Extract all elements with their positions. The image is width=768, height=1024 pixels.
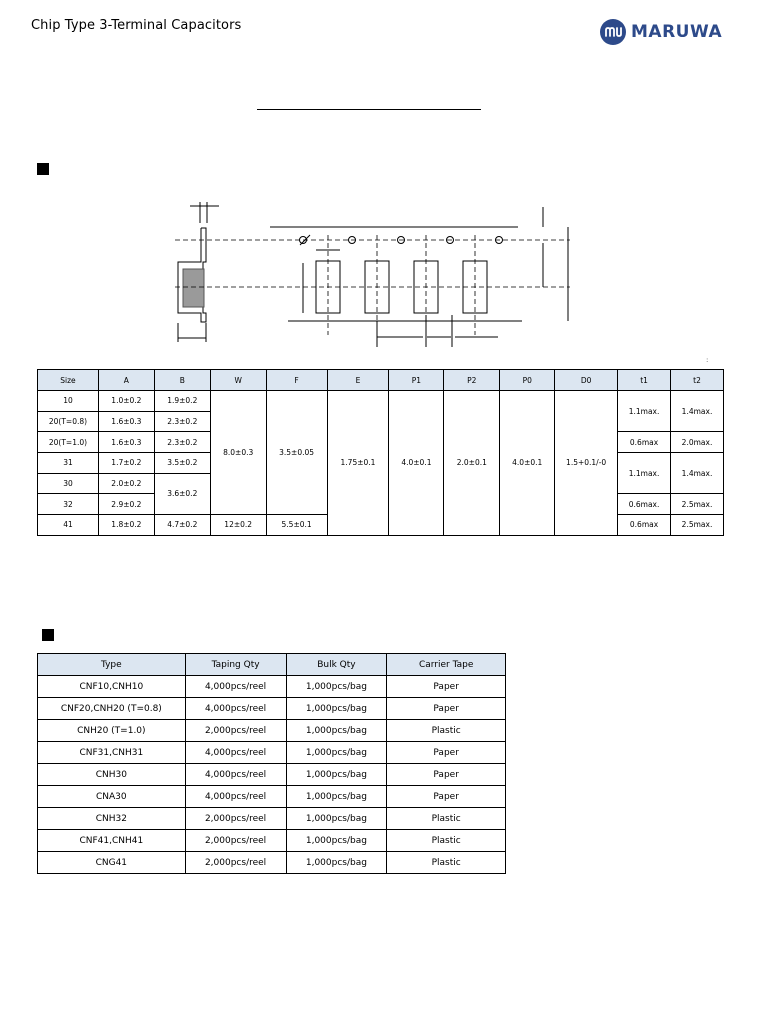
size-cell: 20(T=0.8) — [38, 411, 99, 432]
table-row — [38, 830, 506, 852]
size-cell: 32 — [38, 494, 99, 515]
size-cell: 41 — [38, 515, 99, 536]
b-cell: 3.6±0.2 — [154, 473, 210, 514]
a-cell: 1.7±0.2 — [98, 453, 154, 474]
column-header: P1 — [389, 370, 444, 391]
type-cell: CNH20 (T=1.0) — [38, 720, 186, 742]
carrier-tape-cell: Paper — [387, 742, 506, 764]
table-row — [38, 720, 506, 742]
p2-cell: 2.0±0.1 — [444, 391, 500, 536]
table-row — [38, 698, 506, 720]
bulk-qty-cell: 1,000pcs/bag — [286, 764, 387, 786]
column-header: Carrier Tape — [387, 654, 506, 676]
a-cell: 1.0±0.2 — [98, 391, 154, 412]
a-cell: 1.8±0.2 — [98, 515, 154, 536]
column-header: P0 — [500, 370, 555, 391]
table-header-row — [38, 370, 724, 391]
e-cell: 1.75±0.1 — [327, 391, 389, 536]
taping-qty-cell: 4,000pcs/reel — [185, 698, 286, 720]
taping-qty-cell: 2,000pcs/reel — [185, 720, 286, 742]
t1-cell: 1.1max. — [618, 391, 671, 432]
bulk-qty-cell: 1,000pcs/bag — [286, 786, 387, 808]
size-cell: 10 — [38, 391, 99, 412]
column-header: W — [210, 370, 266, 391]
a-cell: 2.0±0.2 — [98, 473, 154, 494]
a-cell: 1.6±0.3 — [98, 432, 154, 453]
brand-name: MARUWA — [631, 22, 723, 42]
t1-cell: 1.1max. — [618, 453, 671, 494]
bulk-qty-cell: 1,000pcs/bag — [286, 698, 387, 720]
taping-qty-cell: 4,000pcs/reel — [185, 742, 286, 764]
d0-cell: 1.5+0.1/-0 — [555, 391, 618, 536]
type-cell: CNF41,CNH41 — [38, 830, 186, 852]
type-cell: CNH32 — [38, 808, 186, 830]
table-header-row — [38, 654, 506, 676]
size-cell: 30 — [38, 473, 99, 494]
f-cell: 3.5±0.05 — [266, 391, 327, 515]
carrier-tape-drawing — [170, 195, 590, 355]
t1-cell: 0.6max — [618, 515, 671, 536]
column-header: B — [154, 370, 210, 391]
carrier-tape-cell: Paper — [387, 764, 506, 786]
t2-cell: 2.0max. — [671, 432, 724, 453]
maruwa-mark-icon — [600, 19, 626, 45]
column-header: P2 — [444, 370, 500, 391]
section-bullet-taping — [37, 163, 49, 175]
packaging-quantity-table — [37, 653, 506, 874]
carrier-tape-cell: Paper — [387, 676, 506, 698]
carrier-tape-cell: Paper — [387, 698, 506, 720]
b-cell: 2.3±0.2 — [154, 432, 210, 453]
type-cell: CNH30 — [38, 764, 186, 786]
column-header: D0 — [555, 370, 618, 391]
a-cell: 1.6±0.3 — [98, 411, 154, 432]
t1-cell: 0.6max — [618, 432, 671, 453]
type-cell: CNA30 — [38, 786, 186, 808]
taping-qty-cell: 2,000pcs/reel — [185, 808, 286, 830]
taping-qty-cell: 4,000pcs/reel — [185, 676, 286, 698]
b-cell: 1.9±0.2 — [154, 391, 210, 412]
table-row — [38, 808, 506, 830]
tape-dimensions-table — [37, 369, 724, 536]
carrier-tape-cell: Plastic — [387, 720, 506, 742]
p1-cell: 4.0±0.1 — [389, 391, 444, 536]
bulk-qty-cell: 1,000pcs/bag — [286, 808, 387, 830]
taping-qty-cell: 2,000pcs/reel — [185, 830, 286, 852]
bulk-qty-cell: 1,000pcs/bag — [286, 676, 387, 698]
type-cell: CNG41 — [38, 852, 186, 874]
t2-cell: 1.4max. — [671, 391, 724, 432]
carrier-tape-cell: Plastic — [387, 830, 506, 852]
table-row — [38, 764, 506, 786]
b-cell: 4.7±0.2 — [154, 515, 210, 536]
b-cell: 2.3±0.2 — [154, 411, 210, 432]
t2-cell: 1.4max. — [671, 453, 724, 494]
table-row — [38, 391, 724, 412]
document-title: Chip Type 3-Terminal Capacitors — [31, 18, 242, 33]
carrier-tape-cell: Paper — [387, 786, 506, 808]
table-row — [38, 742, 506, 764]
column-header: Taping Qty — [185, 654, 286, 676]
a-cell: 2.9±0.2 — [98, 494, 154, 515]
t2-cell: 2.5max. — [671, 515, 724, 536]
type-cell: CNF20,CNH20 (T=0.8) — [38, 698, 186, 720]
column-header: Type — [38, 654, 186, 676]
section-title-underline — [257, 109, 481, 110]
bulk-qty-cell: 1,000pcs/bag — [286, 742, 387, 764]
b-cell: 3.5±0.2 — [154, 453, 210, 474]
f-cell: 5.5±0.1 — [266, 515, 327, 536]
bulk-qty-cell: 1,000pcs/bag — [286, 720, 387, 742]
w-cell: 12±0.2 — [210, 515, 266, 536]
type-cell: CNF10,CNH10 — [38, 676, 186, 698]
table-row — [38, 852, 506, 874]
packaging-table-body — [38, 676, 506, 874]
bulk-qty-cell: 1,000pcs/bag — [286, 852, 387, 874]
column-header: A — [98, 370, 154, 391]
brand-logo — [600, 18, 722, 46]
w-cell: 8.0±0.3 — [210, 391, 266, 515]
table-row — [38, 676, 506, 698]
column-header: F — [266, 370, 327, 391]
t2-cell: 2.5max. — [671, 494, 724, 515]
p0-cell: 4.0±0.1 — [500, 391, 555, 536]
bulk-qty-cell: 1,000pcs/bag — [286, 830, 387, 852]
carrier-tape-cell: Plastic — [387, 852, 506, 874]
table-row — [38, 786, 506, 808]
carrier-tape-cell: Plastic — [387, 808, 506, 830]
size-cell: 20(T=1.0) — [38, 432, 99, 453]
taping-qty-cell: 4,000pcs/reel — [185, 786, 286, 808]
section-bullet-packaging — [42, 629, 54, 641]
taping-qty-cell: 2,000pcs/reel — [185, 852, 286, 874]
size-cell: 31 — [38, 453, 99, 474]
column-header: Size — [38, 370, 99, 391]
column-header: Bulk Qty — [286, 654, 387, 676]
type-cell: CNF31,CNH31 — [38, 742, 186, 764]
table-note: : — [706, 356, 709, 364]
column-header: t1 — [618, 370, 671, 391]
taping-qty-cell: 4,000pcs/reel — [185, 764, 286, 786]
t1-cell: 0.6max. — [618, 494, 671, 515]
column-header: t2 — [671, 370, 724, 391]
column-header: E — [327, 370, 389, 391]
